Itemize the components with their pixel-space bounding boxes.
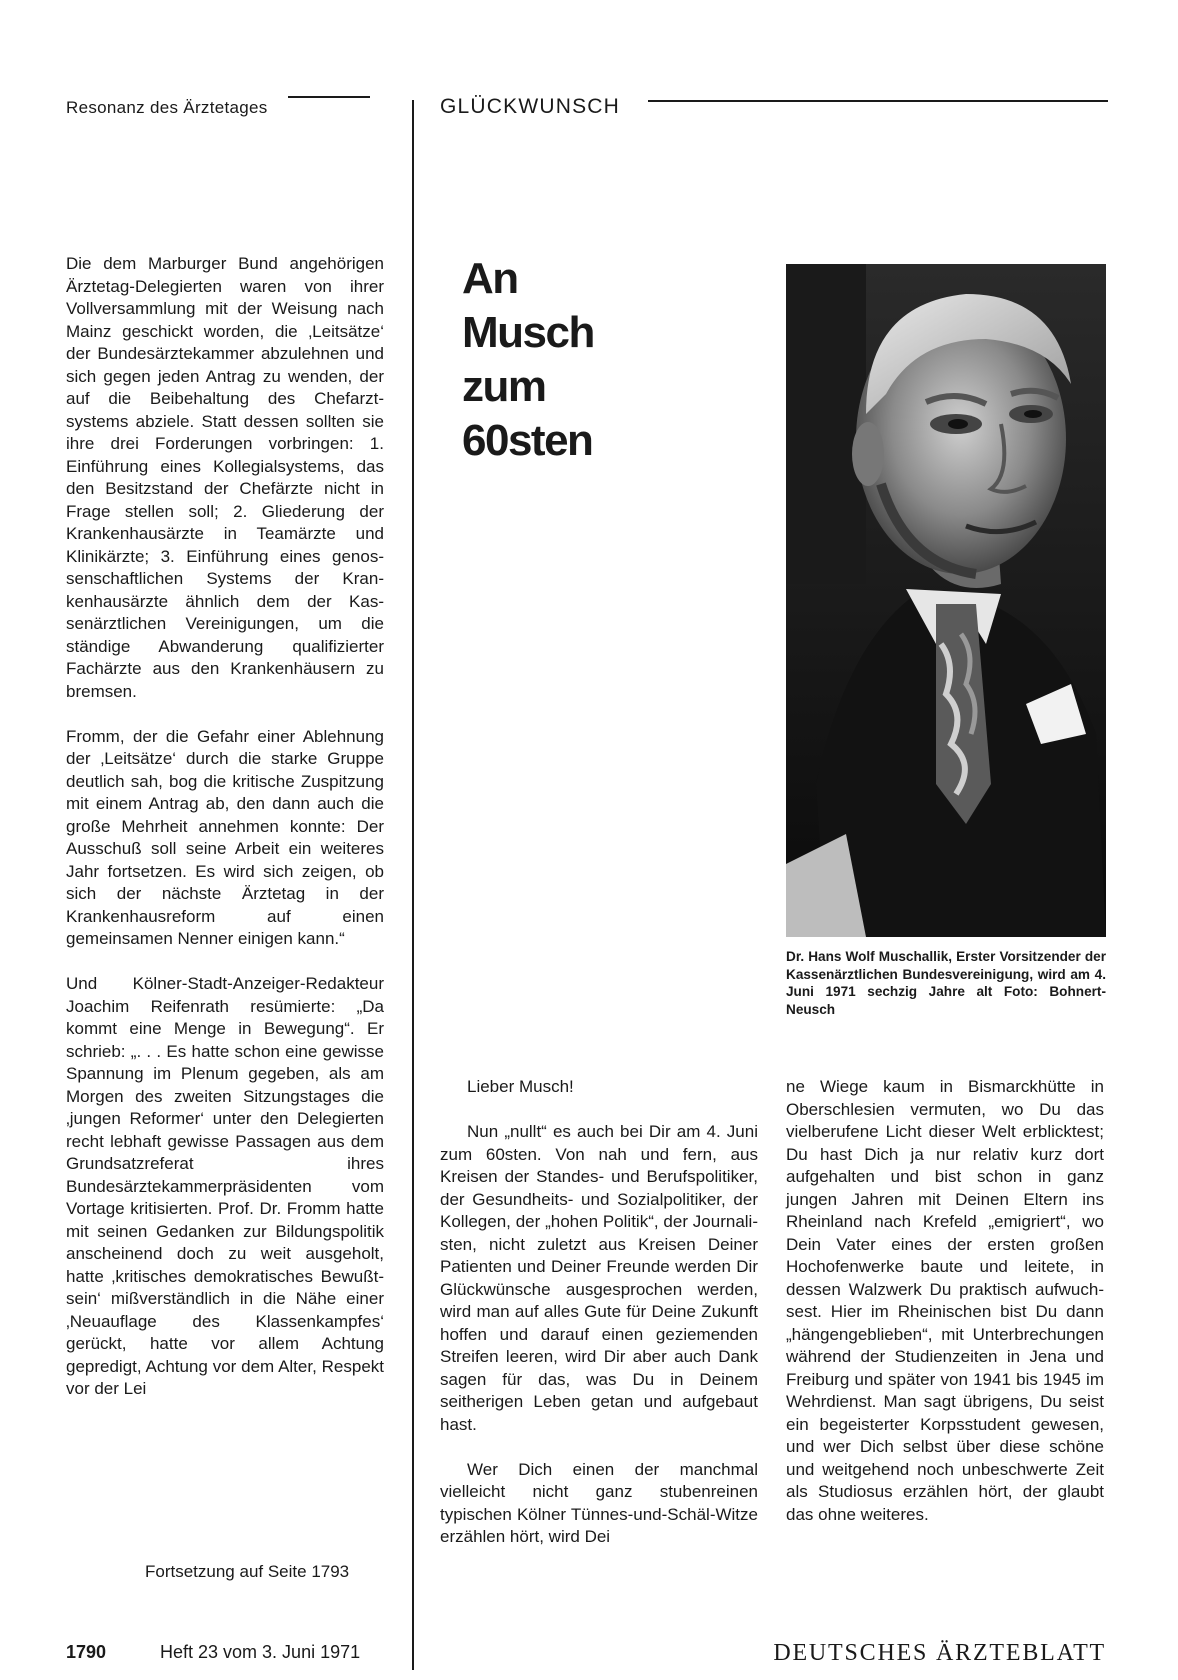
issue-info: Heft 23 vom 3. Juni 1971: [160, 1642, 361, 1662]
article-paragraph: Fromm, der die Gefahr einer Ablehnung der ‚Leitsätze‘ durch die starke Gruppe deutlich sah, bog die kritische Zuspitzung mit einem Antrag ab, den dann auch die große Mehrheit annehmen konnte: Der Ausschuß soll seine Arbeit ein weiteres Jahr fortsetzen. Es wird sich zeigen, ob sich der nächste Ärztetag in der Krankenhausreform auf einen gemeinsamen Nenner einigen kann.“: [66, 726, 384, 948]
section-kicker-left: Resonanz des Ärztetages: [66, 98, 268, 117]
letter-paragraph: Wer Dich einen der manchmal vielleicht nicht ganz stubenreinen typischen Kölner Tünnes-und-Schäl-Witze erzählen hört, wird Dei: [440, 1459, 758, 1546]
article-paragraph: Die dem Marburger Bund angehörigen Ärztetag-Delegierten waren von ihrer Vollversammlung mit der Weisung nach Mainz geschickt worden, die ‚Leitsätze‘ der Bundesärztekammer abzulehnen und sich gegen jeden Antrag zu wenden, der auf die Beibehaltung des Chefarztsystems abziele. Statt dessen sollten sie ihre drei Forderungen vorbringen: 1. Einführung eines Kollegialsystems, das den Besitzstand der Chefärzte nicht in Frage stellen soll; 2. Gliederung der Krankenhausärzte in Teamärzte und Klinikärzte; 3. Einführung eines genossenschaftlichen Systems der Krankenhausärzte ähnlich dem der Kassenärztlichen Vereinigungen, um die ständige Abwanderung qualifizierter Fachärzte aus den Krankenhäusern zu bremsen.: [66, 254, 384, 701]
section-kicker-right: GLÜCKWUNSCH: [440, 95, 621, 118]
column-divider: [412, 100, 414, 1670]
letter-paragraph: ne Wiege kaum in Bismarckhütte in Oberschlesien vermuten, wo Du das vielberufene Licht dieser Welt erblicktest; Du hast Dich ja nur relativ kurz dort aufgehalten und bist schon in ganz jungen Jahren mit Deinen Eltern ins Rheinland nach Krefeld „emigriert“, wo Dein Vater eines der ersten großen Hochofenwerke baute und leitete, in dessen Walzwerk Du praktisch aufwuchsest. Hier im Rheinischen bist Du dann „hängengeblieben“, mit Unterbrechungen während der Studienzeiten in Jena und Freiburg und später von 1941 bis 1945 im Wehrdienst. Man sagt übrigens, Du seist ein begeisterter Korpsstudent gewesen, und wer Dich selbst über diese schöne und weitgehend noch unbeschwerte Zeit als Studiosus erzählen hört, der glaubt das ohne weiteres.: [786, 1077, 1104, 1524]
headline-line: Musch: [462, 308, 594, 357]
masthead: DEUTSCHES ÄRZTEBLATT: [773, 1640, 1106, 1666]
header-rule-right: [648, 100, 1108, 102]
header-rule-left: [288, 96, 370, 98]
letter-column-right: [786, 1076, 1104, 1549]
left-column-article: [66, 253, 384, 1423]
headline-line: zum: [462, 362, 546, 411]
letter-column-middle: [440, 1076, 758, 1571]
letter-salutation: Lieber Musch!: [467, 1077, 574, 1096]
article-paragraph: Und Kölner-Stadt-Anzeiger-Redakteur Joachim Reifenrath resümierte: „Da kommt eine Menge in Bewegung“. Er schrieb: „. . . Es hatte schon eine gewisse Spannung im Plenum gegeben, als am Morgen des zweiten Sitzungstages die ‚jungen Reformer‘ unter den Delegierten recht lebhaft gewisse Passagen aus dem Grundsatzreferat ihres Bundesärztekammerpräsidenten vom Vortage kritisierten. Prof. Dr. Fromm hatte mit seinen Gedanken zur Bildungspolitik anscheinend doch zu weit ausgeholt, hatte ‚kritisches demokratisches Bewußtsein‘ mißverständlich in die Nähe einer ‚Neuauflage des Klassenkampfes‘ gerückt, hatte vor allem Achtung gepredigt, Achtung vor dem Alter, Respekt vor der Lei: [66, 974, 384, 1398]
photo-caption: Dr. Hans Wolf Muschallik, Erster Vorsitzender der Kassenärztlichen Bundesvereinigung, wird am 4. Juni 1971 sechzig Jahre alt Foto: Bohnert-Neusch: [786, 949, 1106, 1017]
letter-paragraph: Nun „nullt“ es auch bei Dir am 4. Juni zum 60sten. Von nah und fern, aus Kreisen der Standes- und Berufspolitiker, der Gesundheits- und Sozialpolitiker, der Kollegen, der „hohen Politik“, der Journalisten, nicht zuletzt aus Kreisen Deiner Patienten und Deiner Freunde werden Dir Glückwünsche ausgesprochen werden, wird man auf alles Gute für Deine Zukunft hoffen und darauf einen geziemenden Streifen leeren, wird Dir aber auch Dank sagen für das, was Du in Deinem seitherigen Leben getan und aufgebaut hast.: [440, 1122, 758, 1434]
headline-line: 60sten: [462, 416, 593, 465]
portrait-photo: [786, 264, 1106, 937]
headline-line: An: [462, 254, 518, 303]
page-number: 1790: [66, 1642, 107, 1662]
continuation-note: Fortsetzung auf Seite 1793: [145, 1562, 350, 1581]
headline: [462, 252, 594, 468]
